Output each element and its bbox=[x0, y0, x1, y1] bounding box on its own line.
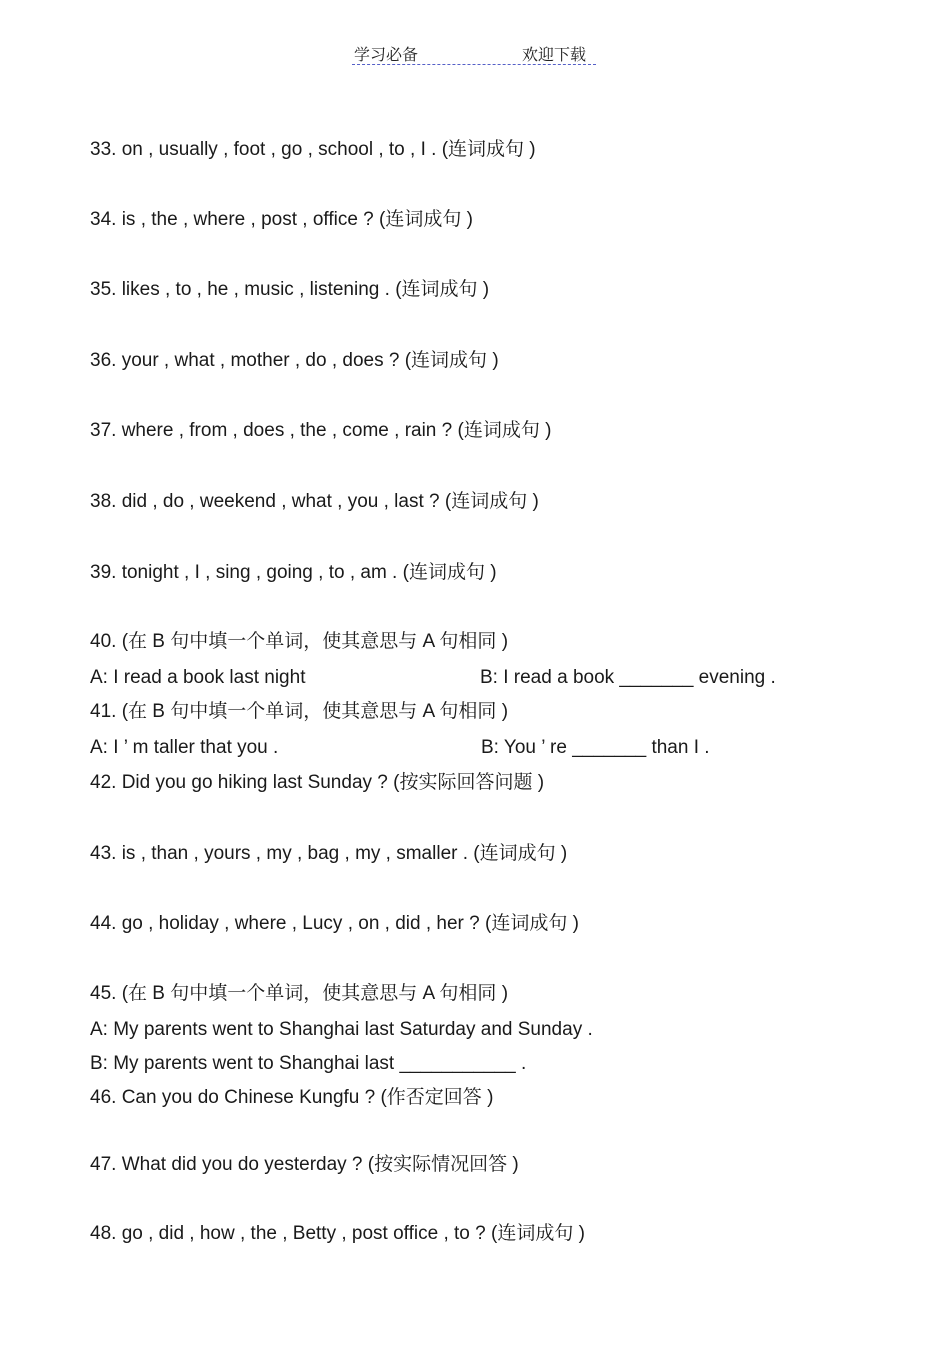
question-45-sentence-b: B: My parents went to Shanghai last ___________ . bbox=[90, 1053, 527, 1074]
question-43: 43. is , than , yours , my , bag , my , smaller . (连词成句 ) bbox=[90, 843, 568, 864]
question-37: 37. where , from , does , the , come , rain ? (连词成句 ) bbox=[90, 420, 552, 441]
question-45-sentence-a: A: My parents went to Shanghai last Saturday and Sunday . bbox=[90, 1019, 593, 1040]
page-header bbox=[352, 42, 596, 65]
question-35: 35. likes , to , he , music , listening . (连词成句 ) bbox=[90, 279, 490, 300]
question-41-sentence-a: A: I ’ m taller that you . bbox=[90, 737, 279, 758]
question-44: 44. go , holiday , where , Lucy , on , did , her ? (连词成句 ) bbox=[90, 913, 579, 934]
question-40-sentence-a: A: I read a book last night bbox=[90, 667, 306, 688]
question-36: 36. your , what , mother , do , does ? (连词成句 ) bbox=[90, 350, 499, 371]
question-41: 41. (在 B 句中填一个单词，使其意思与 A 句相同 ) bbox=[90, 701, 509, 722]
question-40: 40. (在 B 句中填一个单词，使其意思与 A 句相同 ) bbox=[90, 631, 509, 652]
question-34: 34. is , the , where , post , office ? (连词成句 ) bbox=[90, 209, 473, 230]
header-left-text: 学习必备 bbox=[354, 47, 419, 64]
question-46: 46. Can you do Chinese Kungfu ? (作否定回答 ) bbox=[90, 1087, 494, 1108]
question-41-sentence-b: B: You ’ re _______ than I . bbox=[481, 737, 710, 758]
header-right-text: 欢迎下载 bbox=[522, 47, 587, 64]
question-42: 42. Did you go hiking last Sunday ? (按实际回答问题 ) bbox=[90, 772, 545, 793]
question-45: 45. (在 B 句中填一个单词，使其意思与 A 句相同 ) bbox=[90, 983, 509, 1004]
question-48: 48. go , did , how , the , Betty , post office , to ? (连词成句 ) bbox=[90, 1223, 585, 1244]
question-33: 33. on , usually , foot , go , school , to , I . (连词成句 ) bbox=[90, 139, 536, 160]
question-38: 38. did , do , weekend , what , you , last ? (连词成句 ) bbox=[90, 491, 539, 512]
question-40-sentence-b: B: I read a book _______ evening . bbox=[480, 667, 776, 688]
question-39: 39. tonight , I , sing , going , to , am . (连词成句 ) bbox=[90, 562, 497, 583]
question-47: 47. What did you do yesterday ? (按实际情况回答 ) bbox=[90, 1154, 519, 1175]
